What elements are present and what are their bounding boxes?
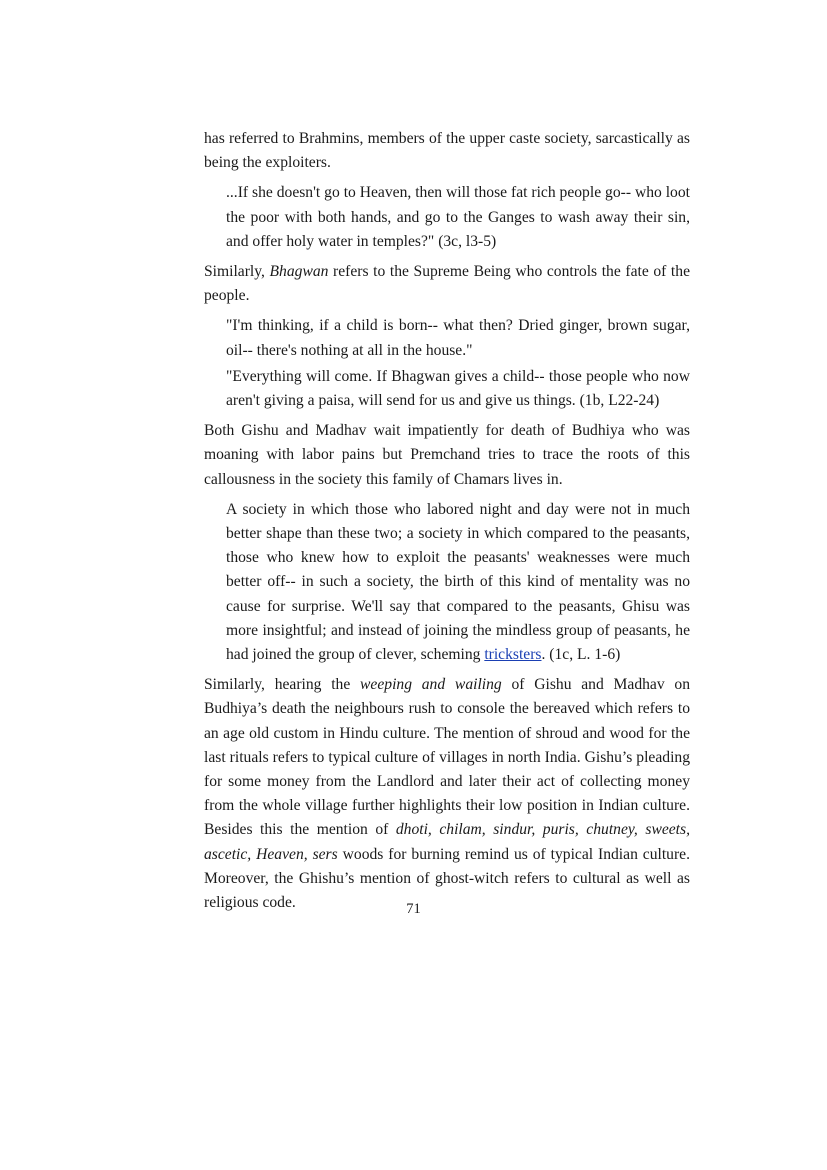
cultural-terms-italic: dhoti, chilam, sindur, puris, chutney, sweets, ascetic, Heaven, sers — [204, 821, 690, 863]
paragraph-bhagwan-start: Similarly, — [204, 263, 270, 281]
bhagwan-italic: Bhagwan — [269, 263, 329, 281]
paragraph-bhagwan-end: refers to the Supreme Being who controls the fate of the people. — [204, 263, 690, 305]
quote-everything-will-come: "Everything will come. If Bhagwan gives a child-- those people who now aren't giving a paisa, will send for us and give us things. (1b, L22-24) — [226, 367, 690, 410]
quote-child-born: "I'm thinking, if a child is born-- what then? Dried ginger, brown sugar, oil-- there's nothing at all in the house." — [226, 317, 690, 359]
quote-society-start: A society in which those who labored night and day were not in much better shape than these two; a society in which compared to the peasants, those who knew how to exploit the peasants' weaknesses were much better off-- in such a society, the birth of this kind of mentality was no cause for surprise. We'll say that compared to the peasants, Ghisu was more insightful; and instead of joining the mindless group of peasants, he had joined the group of clever, scheming — [226, 500, 690, 664]
weeping-italic: weeping and wailing — [360, 676, 502, 694]
quote-heaven: ...If she doesn't go to Heaven, then will those fat rich people go-- who loot the poor with both hands, and go to the Ganges to wash away their sin, and offer holy water in temples?" (3c, l3-5) — [226, 184, 690, 250]
paragraph-indian-culture — [204, 673, 690, 915]
paragraph-brahmins: has referred to Brahmins, members of the upper caste society, sarcastically as being the exploiters. — [204, 130, 690, 172]
paragraph-culture-b: of Gishu and Madhav on Budhiya’s death the neighbours rush to console the bereaved which refers to an age old custom in Hindu culture. The mention of shroud and wood for the last rituals refers to typical culture of villages in north India. Gishu’s pleading for some money from the Landlord and later their act of collecting money from the whole village further highlights their low position in Indian culture. Besides this the mention of — [204, 676, 690, 839]
quote-society-end: . (1c, L. 1-6) — [541, 646, 621, 664]
page-number: 71 — [406, 901, 421, 917]
page-body — [204, 127, 690, 921]
quote-society — [226, 498, 690, 667]
paragraph-gishu-madhav: Both Gishu and Madhav wait impatiently for death of Budhiya who was moaning with labor pains but Premchand tries to trace the roots of this callousness in the society this family of Chamars lives in. — [204, 422, 690, 488]
tricksters-link[interactable]: tricksters — [484, 646, 542, 664]
paragraph-culture-a: Similarly, hearing the — [204, 676, 361, 694]
paragraph-bhagwan — [204, 260, 690, 308]
paragraph-culture-c: woods for burning remind us of typical Indian culture. Moreover, the Ghishu’s mention of ghost-witch refers to cultural as well as religious code. — [204, 845, 690, 912]
